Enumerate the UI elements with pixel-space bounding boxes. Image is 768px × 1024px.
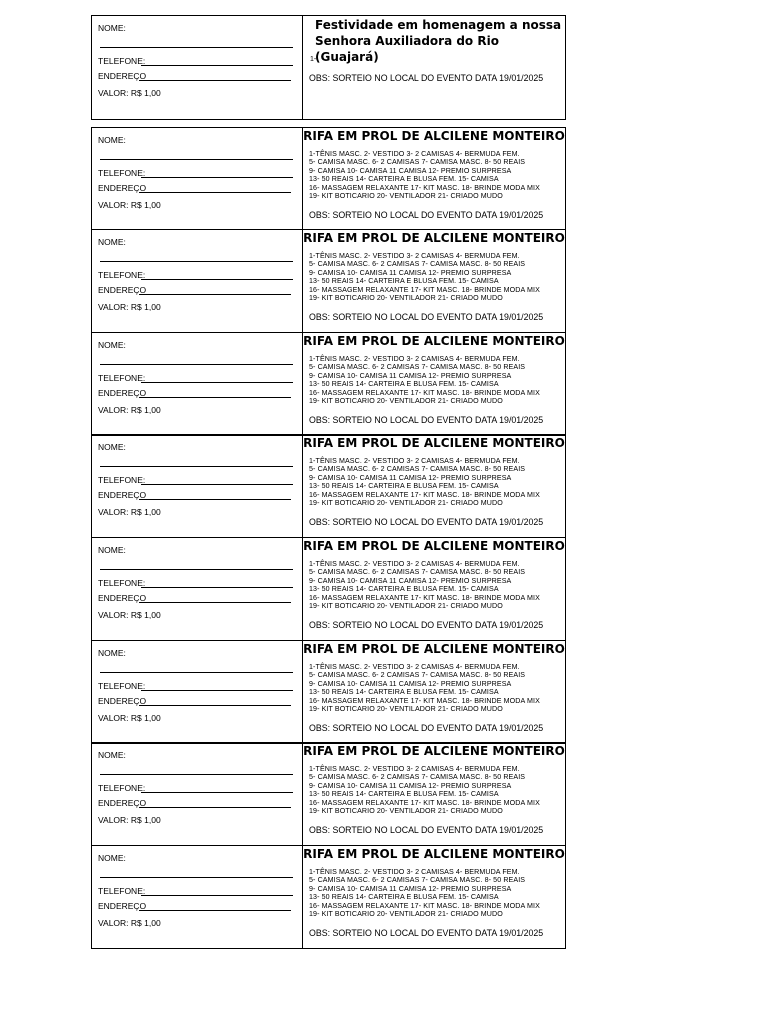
endereco-label: ENDEREÇO <box>98 183 147 193</box>
obs-text: OBS: SORTEIO NO LOCAL DO EVENTO DATA 19/01/2025 <box>309 415 544 425</box>
prize-line: 5- CAMISA MASC. 6- 2 CAMISAS 7- CAMISA MASC. 8- 50 REAIS <box>309 260 526 269</box>
obs-text: OBS: SORTEIO NO LOCAL DO EVENTO DATA 19/01/2025 <box>309 312 544 322</box>
item-number: 1- <box>310 56 317 63</box>
prize-line: 1-TÊNIS MASC. 2- VESTIDO 3- 2 CAMISAS 4- BERMUDA FEM. <box>309 457 520 465</box>
ticket-stub <box>92 333 303 435</box>
ticket-main <box>303 743 565 845</box>
telefone-line <box>141 792 293 793</box>
prize-line: 1-TÊNIS MASC. 2- VESTIDO 3- 2 CAMISAS 4- BERMUDA FEM. <box>309 150 520 158</box>
prize-line: 16- MASSAGEM RELAXANTE 17- KIT MASC. 18- BRINDE MODA MIX <box>309 490 540 499</box>
prize-line: 1-TÊNIS MASC. 2- VESTIDO 3- 2 CAMISAS 4- BERMUDA FEM. <box>309 868 520 876</box>
valor-label: VALOR: R$ 1,00 <box>98 88 161 98</box>
valor-label: VALOR: R$ 1,00 <box>98 815 161 825</box>
prize-line: 9- CAMISA 10- CAMISA 11 CAMISA 12- PREMIO SURPRESA <box>309 371 512 380</box>
valor-label: VALOR: R$ 1,00 <box>98 507 161 517</box>
prize-line: 13- 50 REAIS 14- CARTEIRA E BLUSA FEM. 15- CAMISA <box>309 790 499 799</box>
valor-label: VALOR: R$ 1,00 <box>98 200 161 210</box>
prize-line: 13- 50 REAIS 14- CARTEIRA E BLUSA FEM. 15- CAMISA <box>309 277 499 286</box>
telefone-line <box>141 177 293 178</box>
endereco-label: ENDEREÇO <box>98 593 147 603</box>
endereco-line <box>139 397 291 398</box>
telefone-label: TELEFONE: <box>98 168 146 178</box>
nome-label: NOME: <box>98 750 126 760</box>
prize-line: 19- KIT BOTICARIO 20- VENTILADOR 21- CRIADO MUDO <box>309 705 503 714</box>
ticket-main <box>303 538 565 640</box>
obs-text: OBS: SORTEIO NO LOCAL DO EVENTO DATA 19/01/2025 <box>309 620 544 630</box>
prize-list <box>309 765 540 816</box>
raffle-title: RIFA EM PROL DE ALCILENE MONTEIRO <box>303 334 565 348</box>
raffle-ticket <box>91 845 566 949</box>
telefone-label: TELEFONE: <box>98 373 146 383</box>
nome-line <box>100 672 293 673</box>
telefone-label: TELEFONE: <box>98 56 146 66</box>
prize-line: 5- CAMISA MASC. 6- 2 CAMISAS 7- CAMISA MASC. 8- 50 REAIS <box>309 773 526 782</box>
ticket-main <box>303 333 565 435</box>
prize-line: 9- CAMISA 10- CAMISA 11 CAMISA 12- PREMIO SURPRESA <box>309 166 512 175</box>
prize-line: 16- MASSAGEM RELAXANTE 17- KIT MASC. 18- BRINDE MODA MIX <box>309 593 540 602</box>
valor-label: VALOR: R$ 1,00 <box>98 302 161 312</box>
prize-line: 9- CAMISA 10- CAMISA 11 CAMISA 12- PREMIO SURPRESA <box>309 781 512 790</box>
endereco-label: ENDEREÇO <box>98 388 147 398</box>
prize-line: 1-TÊNIS MASC. 2- VESTIDO 3- 2 CAMISAS 4- BERMUDA FEM. <box>309 355 520 363</box>
nome-label: NOME: <box>98 648 126 658</box>
endereco-label: ENDEREÇO <box>98 696 147 706</box>
raffle-ticket <box>91 332 566 436</box>
prize-line: 9- CAMISA 10- CAMISA 11 CAMISA 12- PREMIO SURPRESA <box>309 473 512 482</box>
prize-line: 9- CAMISA 10- CAMISA 11 CAMISA 12- PREMIO SURPRESA <box>309 884 512 893</box>
telefone-label: TELEFONE: <box>98 681 146 691</box>
ticket-stub <box>92 538 303 640</box>
prize-line: 16- MASSAGEM RELAXANTE 17- KIT MASC. 18- BRINDE MODA MIX <box>309 901 540 910</box>
telefone-line <box>141 279 293 280</box>
prize-line: 19- KIT BOTICARIO 20- VENTILADOR 21- CRIADO MUDO <box>309 397 503 406</box>
prize-list <box>309 355 540 406</box>
ticket-stub <box>92 641 303 743</box>
prize-line: 19- KIT BOTICARIO 20- VENTILADOR 21- CRIADO MUDO <box>309 602 503 611</box>
prize-line: 13- 50 REAIS 14- CARTEIRA E BLUSA FEM. 15- CAMISA <box>309 175 499 184</box>
endereco-line <box>139 499 291 500</box>
ticket-main <box>303 846 565 948</box>
prize-list <box>309 868 540 919</box>
ticket-stub <box>92 16 303 119</box>
telefone-line <box>141 484 293 485</box>
prize-line: 13- 50 REAIS 14- CARTEIRA E BLUSA FEM. 15- CAMISA <box>309 688 499 697</box>
prize-line: 16- MASSAGEM RELAXANTE 17- KIT MASC. 18- BRINDE MODA MIX <box>309 285 540 294</box>
prize-line: 9- CAMISA 10- CAMISA 11 CAMISA 12- PREMIO SURPRESA <box>309 576 512 585</box>
prize-line: 13- 50 REAIS 14- CARTEIRA E BLUSA FEM. 15- CAMISA <box>309 380 499 389</box>
raffle-title: RIFA EM PROL DE ALCILENE MONTEIRO <box>303 539 565 553</box>
raffle-title: RIFA EM PROL DE ALCILENE MONTEIRO <box>303 642 565 656</box>
prize-line: 1-TÊNIS MASC. 2- VESTIDO 3- 2 CAMISAS 4- BERMUDA FEM. <box>309 252 520 260</box>
nome-label: NOME: <box>98 23 126 33</box>
telefone-line <box>141 895 293 896</box>
nome-label: NOME: <box>98 237 126 247</box>
header-ticket <box>91 15 566 120</box>
ticket-main <box>303 16 565 119</box>
nome-line <box>100 877 293 878</box>
prize-line: 13- 50 REAIS 14- CARTEIRA E BLUSA FEM. 15- CAMISA <box>309 585 499 594</box>
valor-label: VALOR: R$ 1,00 <box>98 405 161 415</box>
endereco-line <box>139 80 291 81</box>
prize-line: 19- KIT BOTICARIO 20- VENTILADOR 21- CRIADO MUDO <box>309 192 503 201</box>
obs-text: OBS: SORTEIO NO LOCAL DO EVENTO DATA 19/01/2025 <box>309 928 544 938</box>
prize-line: 19- KIT BOTICARIO 20- VENTILADOR 21- CRIADO MUDO <box>309 910 503 919</box>
prize-line: 5- CAMISA MASC. 6- 2 CAMISAS 7- CAMISA MASC. 8- 50 REAIS <box>309 363 526 372</box>
nome-line <box>100 466 293 467</box>
prize-line: 16- MASSAGEM RELAXANTE 17- KIT MASC. 18- BRINDE MODA MIX <box>309 183 540 192</box>
obs-text: OBS: SORTEIO NO LOCAL DO EVENTO DATA 19/01/2025 <box>309 517 544 527</box>
raffle-ticket <box>91 127 566 230</box>
endereco-label: ENDEREÇO <box>98 71 147 81</box>
nome-label: NOME: <box>98 853 126 863</box>
ticket-main <box>303 641 565 743</box>
prize-line: 16- MASSAGEM RELAXANTE 17- KIT MASC. 18- BRINDE MODA MIX <box>309 388 540 397</box>
prize-line: 1-TÊNIS MASC. 2- VESTIDO 3- 2 CAMISAS 4- BERMUDA FEM. <box>309 663 520 671</box>
telefone-label: TELEFONE: <box>98 783 146 793</box>
endereco-line <box>139 705 291 706</box>
nome-label: NOME: <box>98 442 126 452</box>
raffle-title: RIFA EM PROL DE ALCILENE MONTEIRO <box>303 744 565 758</box>
nome-line <box>100 159 293 160</box>
ticket-stub <box>92 230 303 332</box>
telefone-label: TELEFONE: <box>98 475 146 485</box>
raffle-ticket <box>91 640 566 744</box>
telefone-label: TELEFONE: <box>98 270 146 280</box>
raffle-ticket <box>91 229 566 333</box>
obs-text: OBS: SORTEIO NO LOCAL DO EVENTO DATA 19/01/2025 <box>309 825 544 835</box>
nome-line <box>100 47 293 48</box>
nome-line <box>100 774 293 775</box>
endereco-label: ENDEREÇO <box>98 901 147 911</box>
endereco-line <box>139 807 291 808</box>
telefone-line <box>141 587 293 588</box>
raffle-title: RIFA EM PROL DE ALCILENE MONTEIRO <box>303 436 565 450</box>
raffle-ticket <box>91 742 566 846</box>
raffle-title: RIFA EM PROL DE ALCILENE MONTEIRO <box>303 129 565 143</box>
nome-label: NOME: <box>98 545 126 555</box>
prize-list <box>309 560 540 611</box>
prize-line: 9- CAMISA 10- CAMISA 11 CAMISA 12- PREMIO SURPRESA <box>309 679 512 688</box>
prize-list <box>309 252 540 303</box>
prize-line: 19- KIT BOTICARIO 20- VENTILADOR 21- CRIADO MUDO <box>309 294 503 303</box>
prize-line: 16- MASSAGEM RELAXANTE 17- KIT MASC. 18- BRINDE MODA MIX <box>309 798 540 807</box>
telefone-label: TELEFONE: <box>98 578 146 588</box>
telefone-label: TELEFONE: <box>98 886 146 896</box>
obs-text: OBS: SORTEIO NO LOCAL DO EVENTO DATA 19/01/2025 <box>309 210 544 220</box>
endereco-line <box>139 192 291 193</box>
prize-line: 5- CAMISA MASC. 6- 2 CAMISAS 7- CAMISA MASC. 8- 50 REAIS <box>309 876 526 885</box>
ticket-stub <box>92 846 303 948</box>
nome-label: NOME: <box>98 340 126 350</box>
prize-line: 13- 50 REAIS 14- CARTEIRA E BLUSA FEM. 15- CAMISA <box>309 482 499 491</box>
prize-line: 19- KIT BOTICARIO 20- VENTILADOR 21- CRIADO MUDO <box>309 499 503 508</box>
nome-label: NOME: <box>98 135 126 145</box>
ticket-main <box>303 435 565 537</box>
endereco-line <box>139 294 291 295</box>
event-title-line2: Senhora Auxiliadora do Rio (Guajará) <box>315 34 499 64</box>
prize-line: 16- MASSAGEM RELAXANTE 17- KIT MASC. 18- BRINDE MODA MIX <box>309 696 540 705</box>
prize-line: 1-TÊNIS MASC. 2- VESTIDO 3- 2 CAMISAS 4- BERMUDA FEM. <box>309 765 520 773</box>
nome-line <box>100 261 293 262</box>
prize-line: 9- CAMISA 10- CAMISA 11 CAMISA 12- PREMIO SURPRESA <box>309 268 512 277</box>
nome-line <box>100 569 293 570</box>
valor-label: VALOR: R$ 1,00 <box>98 713 161 723</box>
ticket-stub <box>92 435 303 537</box>
raffle-title: RIFA EM PROL DE ALCILENE MONTEIRO <box>303 231 565 245</box>
prize-line: 5- CAMISA MASC. 6- 2 CAMISAS 7- CAMISA MASC. 8- 50 REAIS <box>309 158 526 167</box>
event-title <box>315 17 565 65</box>
telefone-line <box>141 690 293 691</box>
ticket-stub <box>92 743 303 845</box>
ticket-main <box>303 230 565 332</box>
prize-line: 5- CAMISA MASC. 6- 2 CAMISAS 7- CAMISA MASC. 8- 50 REAIS <box>309 671 526 680</box>
ticket-stub <box>92 128 303 229</box>
valor-label: VALOR: R$ 1,00 <box>98 918 161 928</box>
prize-line: 1-TÊNIS MASC. 2- VESTIDO 3- 2 CAMISAS 4- BERMUDA FEM. <box>309 560 520 568</box>
prize-list <box>309 457 540 508</box>
prize-list <box>309 663 540 714</box>
prize-line: 5- CAMISA MASC. 6- 2 CAMISAS 7- CAMISA MASC. 8- 50 REAIS <box>309 568 526 577</box>
telefone-line <box>141 65 293 66</box>
obs-text: OBS: SORTEIO NO LOCAL DO EVENTO DATA 19/01/2025 <box>309 73 544 83</box>
prize-line: 5- CAMISA MASC. 6- 2 CAMISAS 7- CAMISA MASC. 8- 50 REAIS <box>309 465 526 474</box>
endereco-line <box>139 602 291 603</box>
prize-line: 13- 50 REAIS 14- CARTEIRA E BLUSA FEM. 15- CAMISA <box>309 893 499 902</box>
telefone-line <box>141 382 293 383</box>
nome-line <box>100 364 293 365</box>
endereco-line <box>139 910 291 911</box>
prize-list <box>309 150 540 201</box>
endereco-label: ENDEREÇO <box>98 798 147 808</box>
ticket-main <box>303 128 565 229</box>
endereco-label: ENDEREÇO <box>98 285 147 295</box>
raffle-ticket <box>91 434 566 538</box>
obs-text: OBS: SORTEIO NO LOCAL DO EVENTO DATA 19/01/2025 <box>309 723 544 733</box>
prize-line: 19- KIT BOTICARIO 20- VENTILADOR 21- CRIADO MUDO <box>309 807 503 816</box>
raffle-ticket <box>91 537 566 641</box>
endereco-label: ENDEREÇO <box>98 490 147 500</box>
event-title-line1: Festividade em homenagem a nossa <box>315 18 562 32</box>
valor-label: VALOR: R$ 1,00 <box>98 610 161 620</box>
raffle-title: RIFA EM PROL DE ALCILENE MONTEIRO <box>303 847 565 861</box>
